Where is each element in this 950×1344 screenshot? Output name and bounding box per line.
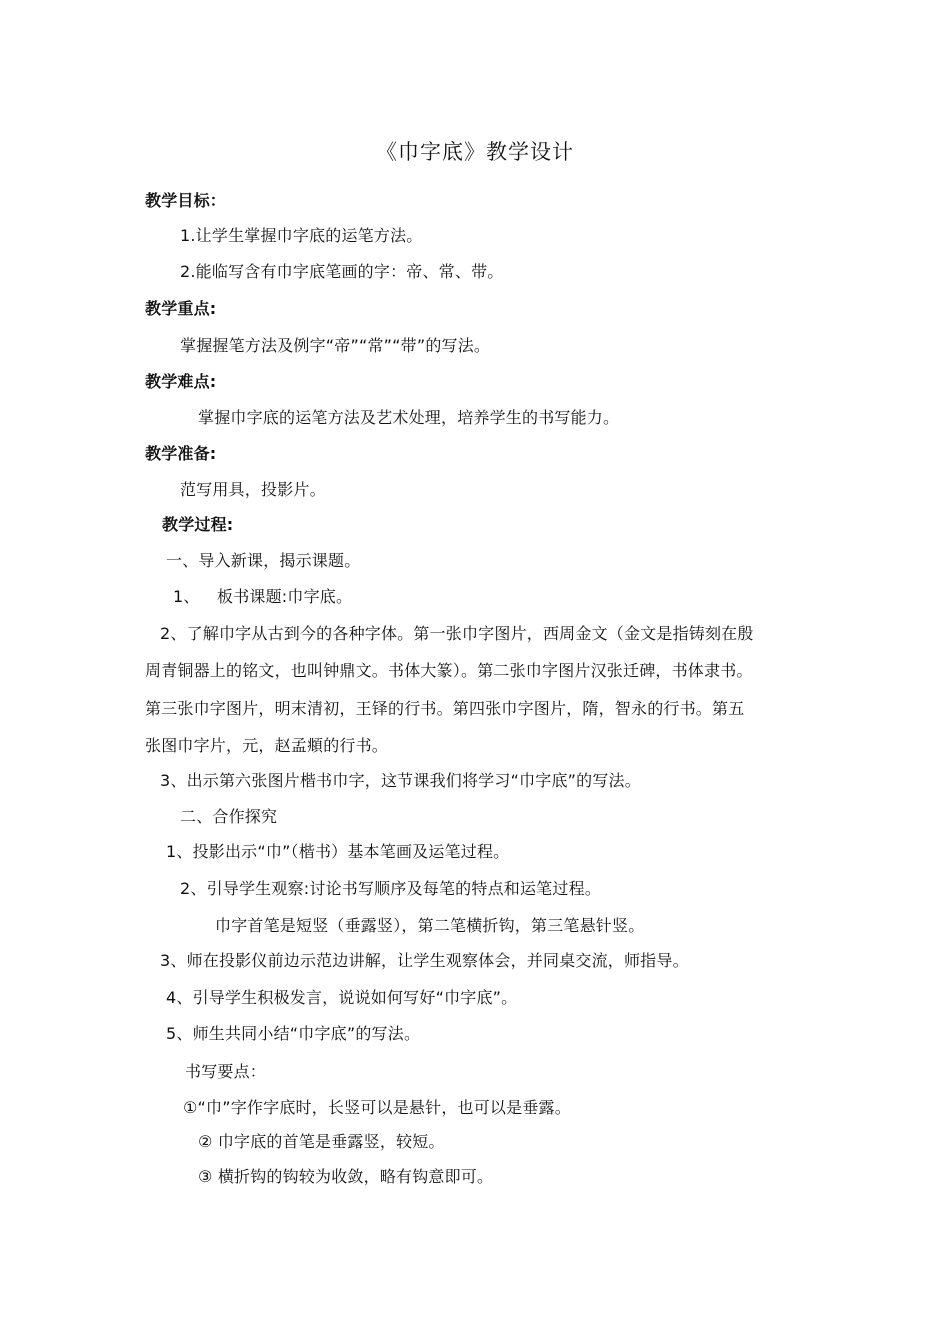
- part2-item2-detail: 巾字首笔是短竖（垂露竖），第二笔横折钩，第三笔悬针竖。: [215, 916, 645, 935]
- part1-item2-line: 第三张巾字图片，明末清初，王铎的行书。第四张巾字图片，隋，智永的行书。第五: [145, 699, 745, 718]
- difficulty-text: 掌握巾字底的运笔方法及艺术处理，培养学生的书写能力。: [198, 408, 620, 427]
- part1-item1-number: 1、: [173, 587, 200, 606]
- writing-points-heading: 书写要点：: [185, 1062, 267, 1081]
- preparation-heading: 教学准备:: [145, 444, 217, 463]
- key-point-text: 掌握握笔方法及例字“帝”“常”“带”的写法。: [180, 336, 491, 355]
- objectives-heading: 教学目标：: [145, 191, 227, 210]
- part2-item2: 2、引导学生观察:讨论书写顺序及每笔的特点和运笔过程。: [180, 879, 601, 898]
- preparation-text: 范写用具，投影片。: [180, 480, 326, 499]
- writing-point-item: ② 巾字底的首笔是垂露竖，较短。: [198, 1132, 445, 1151]
- writing-point-item: ①“巾”字作字底时，长竖可以是悬针，也可以是垂露。: [183, 1098, 571, 1117]
- part2-item5: 5、师生共同小结“巾字底”的写法。: [166, 1024, 421, 1043]
- difficulty-heading: 教学难点:: [145, 372, 217, 391]
- part2-title: 二、合作探究: [180, 807, 278, 826]
- part2-item1: 1、投影出示“巾”（楷书）基本笔画及运笔过程。: [166, 842, 510, 861]
- part1-item2-line: 张图巾字片，元，赵孟頫的行书。: [145, 736, 389, 755]
- part2-item3: 3、师在投影仪前边示范边讲解，让学生观察体会，并同桌交流，师指导。: [160, 951, 689, 970]
- key-point-heading: 教学重点:: [145, 299, 217, 318]
- part2-item4: 4、引导学生积极发言，说说如何写好“巾字底”。: [166, 988, 518, 1007]
- objective-item: 2.能临写含有巾字底笔画的字：帝、常、带。: [180, 262, 504, 281]
- process-heading: 教学过程:: [162, 515, 234, 534]
- part1-item3: 3、出示第六张图片楷书巾字，这节课我们将学习“巾字底”的写法。: [160, 771, 641, 790]
- part1-item2-line: 周青铜器上的铭文，也叫钟鼎文。书体大篆）。第二张巾字图片汉张迁碑，书体隶书。: [145, 661, 753, 680]
- writing-point-item: ③ 横折钩的钩较为收敛，略有钩意即可。: [198, 1167, 494, 1186]
- part1-title: 一、导入新课，揭示课题。: [166, 551, 361, 570]
- part1-item2-line: 2、了解巾字从古到今的各种字体。第一张巾字图片，西周金文（金文是指铸刻在殷: [160, 624, 754, 643]
- objective-item: 1.让学生掌握巾字底的运笔方法。: [180, 226, 423, 245]
- part1-item1-text: 板书课题:巾字底。: [217, 587, 353, 606]
- document-title: 《巾字底》教学设计: [376, 140, 574, 164]
